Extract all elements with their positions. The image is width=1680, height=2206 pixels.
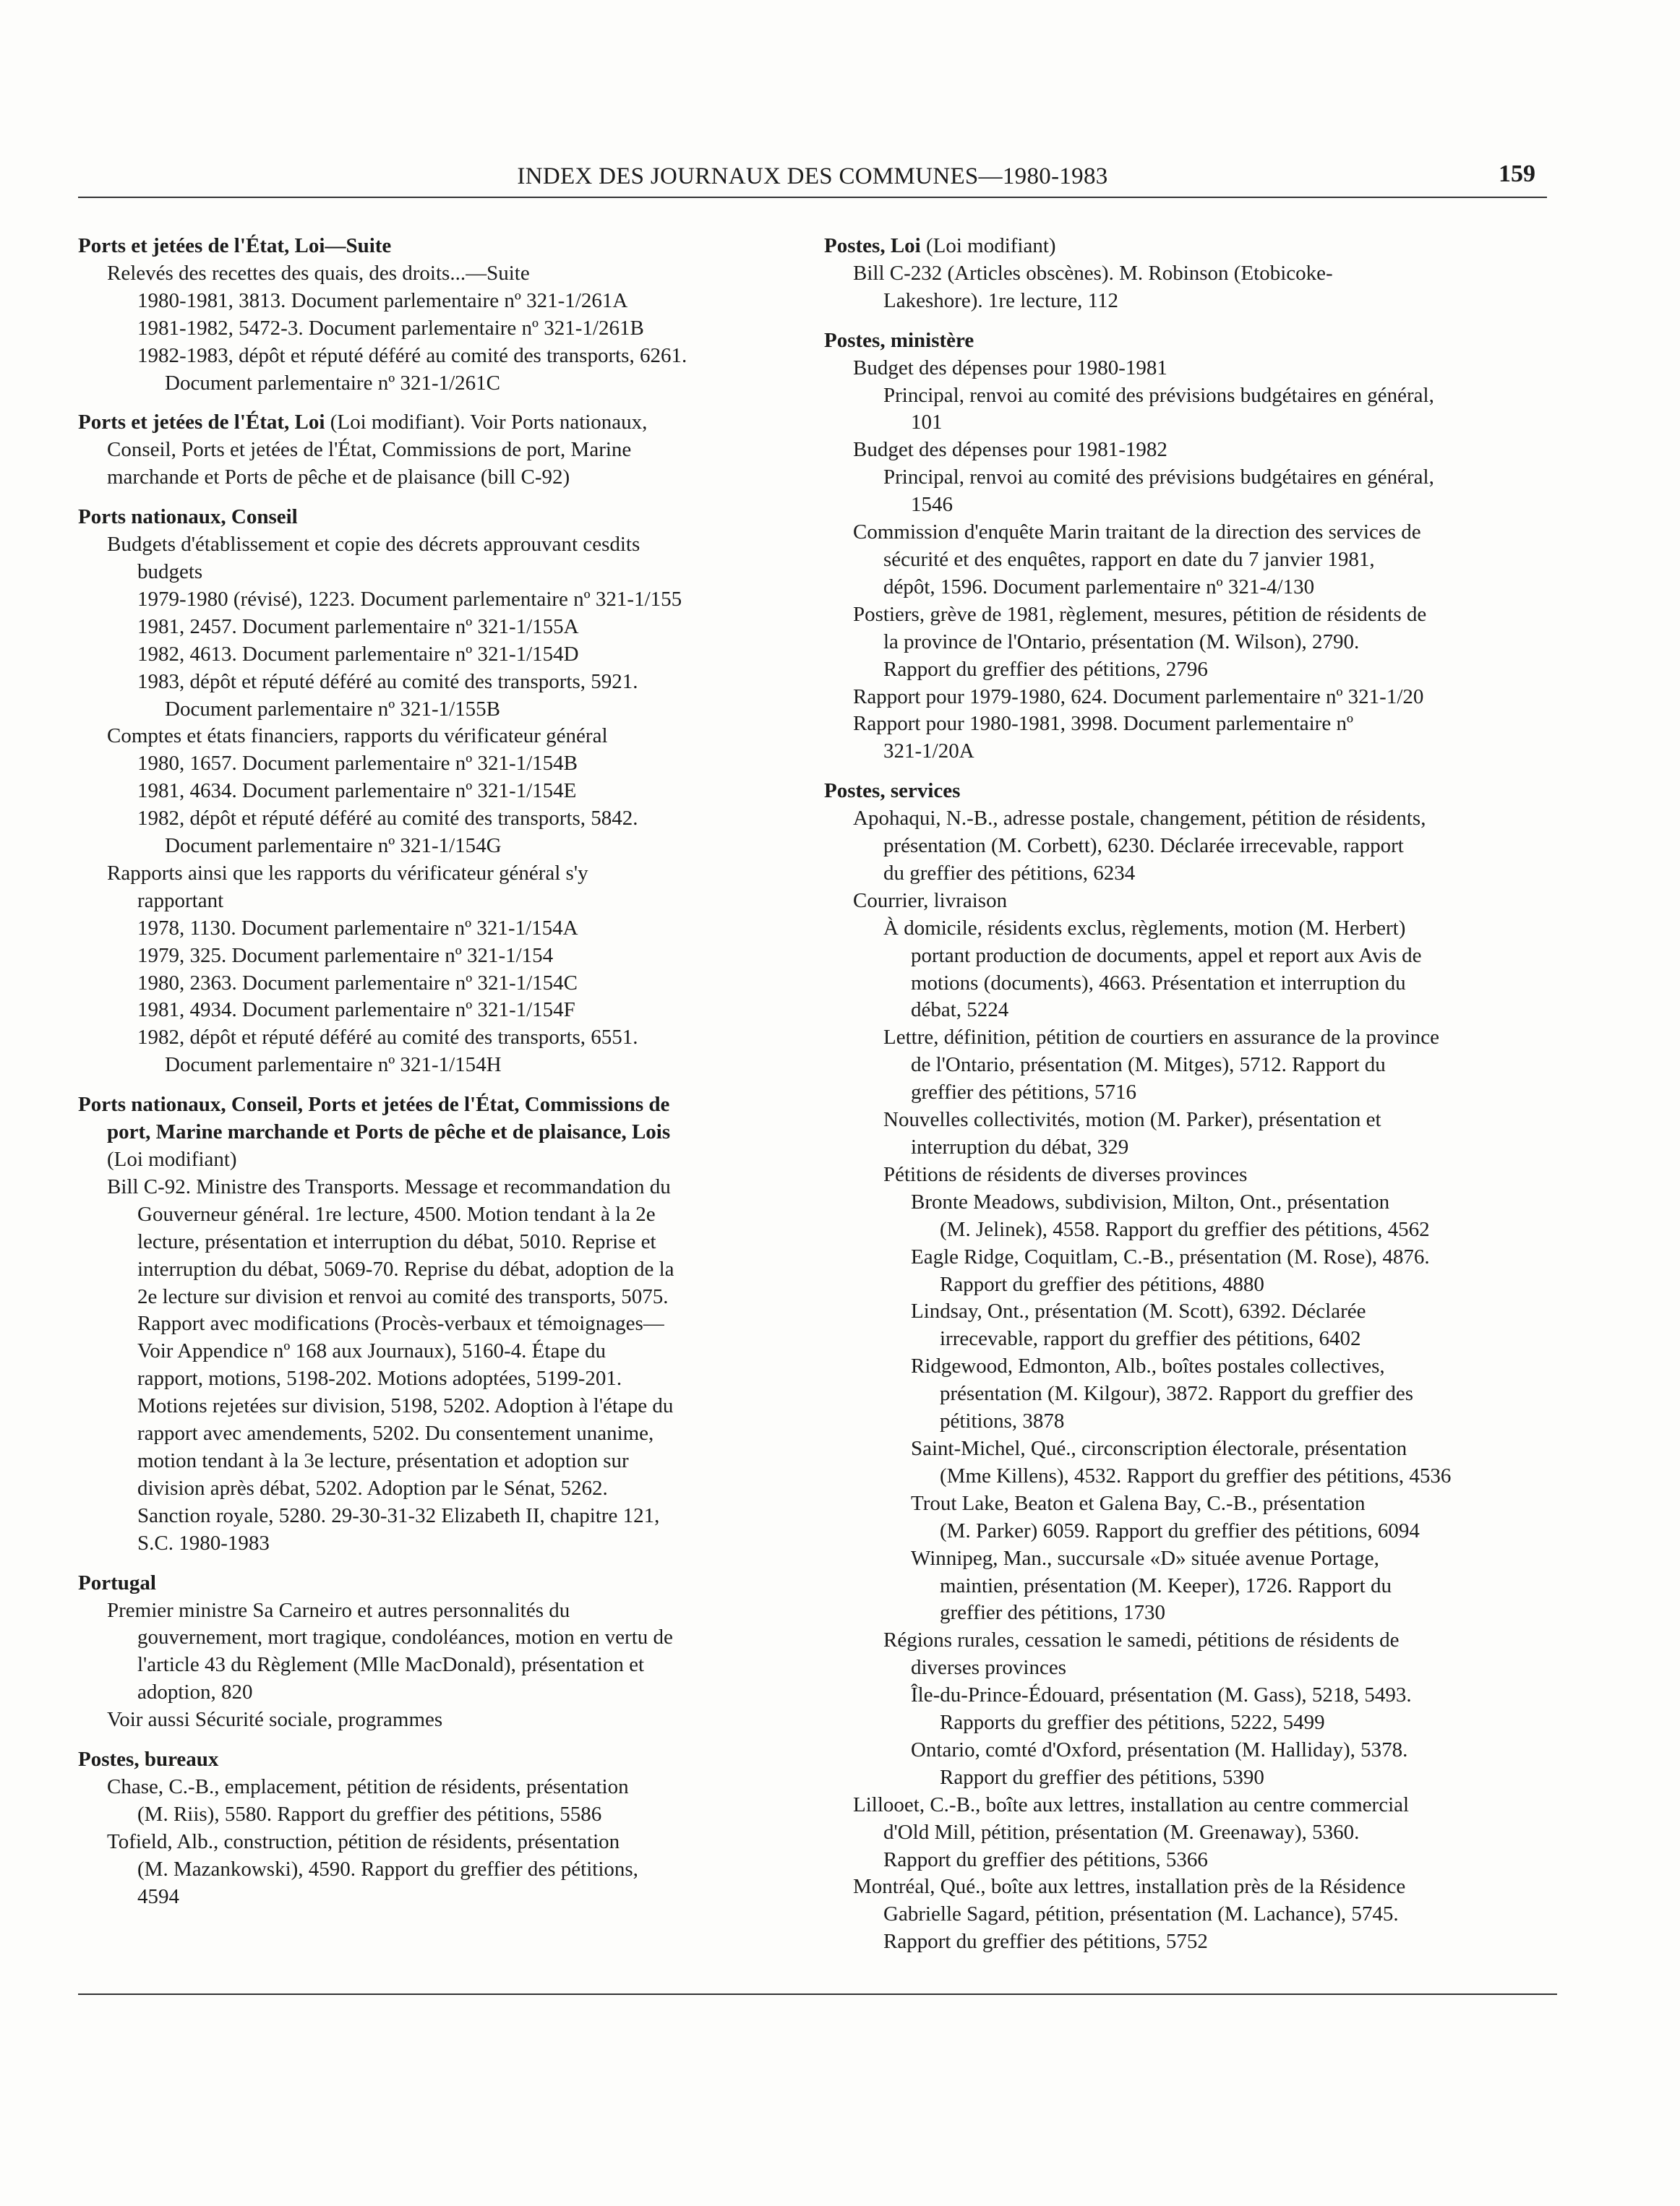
entry-line: 1982, dépôt et réputé déféré au comité des transports, 6551. <box>137 1026 638 1050</box>
entry-line: d'Old Mill, pétition, présentation (M. Greenaway), 5360. <box>883 1820 1360 1844</box>
entry-line: portant production de documents, appel et report aux Avis de <box>911 943 1422 967</box>
entry-line: 321-1/20A <box>883 739 974 763</box>
index-entry <box>78 409 801 492</box>
entry-line: irrecevable, rapport du greffier des pétitions, 6402 <box>940 1327 1361 1351</box>
entry-line: pétitions, 3878 <box>940 1409 1065 1433</box>
entry-line: Nouvelles collectivités, motion (M. Parker), présentation et <box>883 1108 1381 1132</box>
entry-heading: Ports et jetées de l'État, Loi—Suite <box>78 234 392 257</box>
entry-line: 1982-1983, dépôt et réputé déféré au comité des transports, 6261. <box>137 343 687 367</box>
entry-line: du greffier des pétitions, 6234 <box>883 861 1136 885</box>
entry-line: Gabrielle Sagard, pétition, présentation (M. Lachance), 5745. <box>883 1902 1399 1926</box>
running-title: INDEX DES JOURNAUX DES COMMUNES—1980-1983 <box>517 163 1108 189</box>
entry-line: Courrier, livraison <box>853 888 1008 912</box>
entry-line: 1982, dépôt et réputé déféré au comité des transports, 5842. <box>137 807 638 831</box>
entry-line: Rapports ainsi que les rapports du vérificateur général s'y <box>107 861 588 885</box>
entry-line: Sanction royale, 5280. 29-30-31-32 Elizabeth II, chapitre 121, <box>137 1503 660 1527</box>
entry-line: Rapport du greffier des pétitions, 2796 <box>883 657 1208 681</box>
entry-line: 1981, 4634. Document parlementaire nº 321-1/154E <box>137 779 577 803</box>
index-entry <box>824 233 1561 315</box>
entry-heading: Ports nationaux, Conseil, Ports et jetées de l'État, Commissions de <box>78 1093 670 1117</box>
entry-line: Voir Appendice nº 168 aux Journaux), 5160-4. Étape du <box>137 1339 606 1363</box>
entry-line: Relevés des recettes des quais, des droits...—Suite <box>107 261 530 285</box>
entry-line: Document parlementaire nº 321-1/261C <box>165 371 500 395</box>
entry-line: 1979-1980 (révisé), 1223. Document parlementaire nº 321-1/155 <box>137 587 682 611</box>
entry-line: Rapport avec modifications (Procès-verbaux et témoignages— <box>137 1312 664 1336</box>
entry-line: sécurité et des enquêtes, rapport en date du 7 janvier 1981, <box>883 547 1375 571</box>
entry-line: Bill C-92. Ministre des Transports. Message et recommandation du <box>107 1175 671 1198</box>
entry-heading: Ports et jetées de l'État, Loi (Loi modifiant). Voir Ports nationaux, <box>78 411 648 434</box>
entry-line: Winnipeg, Man., succursale «D» située avenue Portage, <box>911 1546 1379 1570</box>
entry-line: (M. Mazankowski), 4590. Rapport du greffier des pétitions, <box>137 1857 638 1881</box>
entry-line: rapport avec amendements, 5202. Du consentement unanime, <box>137 1422 654 1446</box>
entry-line: Comptes et états financiers, rapports du vérificateur général <box>107 724 608 748</box>
entry-line: interruption du débat, 329 <box>911 1136 1129 1159</box>
entry-line: présentation (M. Kilgour), 3872. Rapport du greffier des <box>940 1382 1414 1406</box>
index-entry <box>78 1746 801 1910</box>
index-entry <box>78 1091 801 1557</box>
entry-line: maintien, présentation (M. Keeper), 1726. Rapport du <box>940 1574 1392 1597</box>
entry-line: Chase, C.-B., emplacement, pétition de résidents, présentation <box>107 1774 629 1798</box>
index-entry <box>824 327 1561 766</box>
entry-line: (Loi modifiant) <box>107 1148 237 1171</box>
entry-line: Ontario, comté d'Oxford, présentation (M. Halliday), 5378. <box>911 1738 1408 1761</box>
entry-line: adoption, 820 <box>137 1681 253 1704</box>
entry-line: Île-du-Prince-Édouard, présentation (M. Gass), 5218, 5493. <box>911 1683 1412 1707</box>
entry-line: budgets <box>137 559 203 583</box>
entry-line: Document parlementaire nº 321-1/155B <box>165 697 500 721</box>
entry-line: Rapports du greffier des pétitions, 5222, 5499 <box>940 1711 1325 1735</box>
entry-line: 1980, 1657. Document parlementaire nº 321-1/154B <box>137 752 578 776</box>
entry-line: interruption du débat, 5069-70. Reprise du débat, adoption de la <box>137 1257 674 1281</box>
left-column <box>78 233 801 1923</box>
entry-line: Rapport pour 1979-1980, 624. Document parlementaire nº 321-1/20 <box>853 684 1424 708</box>
entry-line: dépôt, 1596. Document parlementaire nº 321-4/130 <box>883 575 1315 598</box>
entry-line: Régions rurales, cessation le samedi, pétitions de résidents de <box>883 1628 1400 1652</box>
entry-line: présentation (M. Corbett), 6230. Déclarée irrecevable, rapport <box>883 834 1404 858</box>
entry-line: (M. Parker) 6059. Rapport du greffier des pétitions, 6094 <box>940 1519 1420 1542</box>
entry-line: Saint-Michel, Qué., circonscription électorale, présentation <box>911 1436 1407 1460</box>
entry-line: Motions rejetées sur division, 5198, 5202. Adoption à l'étape du <box>137 1394 674 1418</box>
index-entry <box>78 233 801 397</box>
entry-line: lecture, présentation et interruption du débat, 5010. Reprise et <box>137 1229 656 1253</box>
entry-line: 1980-1981, 3813. Document parlementaire nº 321-1/261A <box>137 288 628 312</box>
entry-line: Tofield, Alb., construction, pétition de résidents, présentation <box>107 1829 620 1853</box>
entry-line: Commission d'enquête Marin traitant de la direction des services de <box>853 520 1421 544</box>
entry-line: 2e lecture sur division et renvoi au comité des transports, 5075. <box>137 1284 669 1308</box>
entry-line: Bill C-232 (Articles obscènes). M. Robinson (Etobicoke- <box>853 261 1333 285</box>
index-entry <box>824 778 1561 1956</box>
entry-line: rapport, motions, 5198-202. Motions adoptées, 5199-201. <box>137 1367 622 1391</box>
entry-line: 1978, 1130. Document parlementaire nº 321-1/154A <box>137 916 578 940</box>
entry-heading: Postes, ministère <box>824 328 974 352</box>
entry-line: 1981, 2457. Document parlementaire nº 321-1/155A <box>137 614 579 638</box>
entry-line: Budgets d'établissement et copie des décrets approuvant cesdits <box>107 533 640 557</box>
entry-line: Pétitions de résidents de diverses provinces <box>883 1162 1248 1186</box>
entry-line: motions (documents), 4663. Présentation et interruption du <box>911 971 1406 995</box>
entry-line: Document parlementaire nº 321-1/154H <box>165 1053 502 1077</box>
entry-line: Apohaqui, N.-B., adresse postale, changement, pétition de résidents, <box>853 807 1426 831</box>
entry-line: (M. Jelinek), 4558. Rapport du greffier des pétitions, 4562 <box>940 1217 1430 1241</box>
entry-line: 1982, 4613. Document parlementaire nº 321-1/154D <box>137 642 579 666</box>
entry-line: Bronte Meadows, subdivision, Milton, Ont., présentation <box>911 1190 1390 1214</box>
entry-line: 1983, dépôt et réputé déféré au comité des transports, 5921. <box>137 669 638 693</box>
entry-line: Budget des dépenses pour 1981-1982 <box>853 438 1167 462</box>
entry-line: Lakeshore). 1re lecture, 112 <box>883 288 1119 312</box>
entry-line: la province de l'Ontario, présentation (M. Wilson), 2790. <box>883 630 1360 653</box>
entry-line: Rapport du greffier des pétitions, 5752 <box>883 1930 1208 1954</box>
entry-line: Rapport du greffier des pétitions, 4880 <box>940 1272 1264 1296</box>
entry-line: S.C. 1980-1983 <box>137 1531 270 1555</box>
entry-line: Rapport du greffier des pétitions, 5366 <box>883 1847 1208 1871</box>
entry-line: débat, 5224 <box>911 998 1009 1022</box>
index-entry <box>78 504 801 1079</box>
page-header <box>78 160 1547 198</box>
entry-line: l'article 43 du Règlement (Mlle MacDonald), présentation et <box>137 1653 644 1677</box>
entry-line: Budget des dépenses pour 1980-1981 <box>853 356 1167 379</box>
entry-line: Ridgewood, Edmonton, Alb., boîtes postales collectives, <box>911 1355 1385 1378</box>
entry-line: 101 <box>911 411 943 434</box>
entry-line: (M. Riis), 5580. Rapport du greffier des pétitions, 5586 <box>137 1802 602 1826</box>
entry-line: Premier ministre Sa Carneiro et autres personnalités du <box>107 1598 570 1622</box>
entry-line: Lindsay, Ont., présentation (M. Scott), 6392. Déclarée <box>911 1300 1366 1323</box>
entry-line: 1981, 4934. Document parlementaire nº 321-1/154F <box>137 998 575 1022</box>
right-column <box>824 233 1561 1968</box>
entry-line: gouvernement, mort tragique, condoléances, motion en vertu de <box>137 1626 673 1649</box>
entry-line: Gouverneur général. 1re lecture, 4500. Motion tendant à la 2e <box>137 1202 656 1226</box>
page-number: 159 <box>1499 160 1535 187</box>
entry-line: Voir aussi Sécurité sociale, programmes <box>107 1708 443 1732</box>
entry-line: Postiers, grève de 1981, règlement, mesures, pétition de résidents de <box>853 602 1427 626</box>
entry-line: Lillooet, C.-B., boîte aux lettres, installation au centre commercial <box>853 1793 1410 1816</box>
entry-line: marchande et Ports de pêche et de plaisance (bill C-92) <box>107 465 570 489</box>
entry-line: (Mme Killens), 4532. Rapport du greffier des pétitions, 4536 <box>940 1464 1452 1488</box>
entry-line: Eagle Ridge, Coquitlam, C.-B., présentation (M. Rose), 4876. <box>911 1245 1430 1269</box>
entry-heading: Postes, Loi (Loi modifiant) <box>824 234 1056 257</box>
entry-line: Conseil, Ports et jetées de l'État, Commissions de port, Marine <box>107 438 632 462</box>
entry-line: greffier des pétitions, 5716 <box>911 1081 1136 1104</box>
entry-line: Document parlementaire nº 321-1/154G <box>165 834 502 858</box>
entry-line: Trout Lake, Beaton et Galena Bay, C.-B., présentation <box>911 1491 1366 1515</box>
entry-line: Montréal, Qué., boîte aux lettres, installation près de la Résidence <box>853 1875 1406 1899</box>
entry-line: division après débat, 5202. Adoption par le Sénat, 5262. <box>137 1476 608 1500</box>
entry-line: Lettre, définition, pétition de courtiers en assurance de la province <box>883 1026 1440 1050</box>
entry-line: 1981-1982, 5472-3. Document parlementaire nº 321-1/261B <box>137 316 644 340</box>
entry-line: Rapport du greffier des pétitions, 5390 <box>940 1765 1264 1789</box>
entry-line: Principal, renvoi au comité des prévisions budgétaires en général, <box>883 383 1434 407</box>
entry-line: 1980, 2363. Document parlementaire nº 321-1/154C <box>137 971 578 995</box>
entry-line: 1979, 325. Document parlementaire nº 321-1/154 <box>137 943 554 967</box>
entry-line: motion tendant à la 3e lecture, présentation et adoption sur <box>137 1449 629 1472</box>
entry-line: 1546 <box>911 493 953 517</box>
entry-line: Principal, renvoi au comité des prévisions budgétaires en général, <box>883 465 1434 489</box>
entry-heading: Portugal <box>78 1571 156 1595</box>
entry-heading: Postes, services <box>824 779 961 803</box>
entry-line: À domicile, résidents exclus, règlements, motion (M. Herbert) <box>883 916 1406 940</box>
entry-line: greffier des pétitions, 1730 <box>940 1601 1165 1625</box>
bottom-rule <box>78 1993 1557 1995</box>
entry-line: de l'Ontario, présentation (M. Mitges), 5712. Rapport du <box>911 1053 1386 1077</box>
entry-line: diverses provinces <box>911 1656 1067 1680</box>
entry-heading: Postes, bureaux <box>78 1748 219 1772</box>
entry-line: rapportant <box>137 888 224 912</box>
entry-heading-continuation: port, Marine marchande et Ports de pêche et de plaisance, Lois <box>107 1120 671 1144</box>
entry-heading: Ports nationaux, Conseil <box>78 505 298 529</box>
entry-line: Rapport pour 1980-1981, 3998. Document parlementaire nº <box>853 712 1353 736</box>
index-entry <box>78 1570 801 1734</box>
entry-line: 4594 <box>137 1884 179 1908</box>
